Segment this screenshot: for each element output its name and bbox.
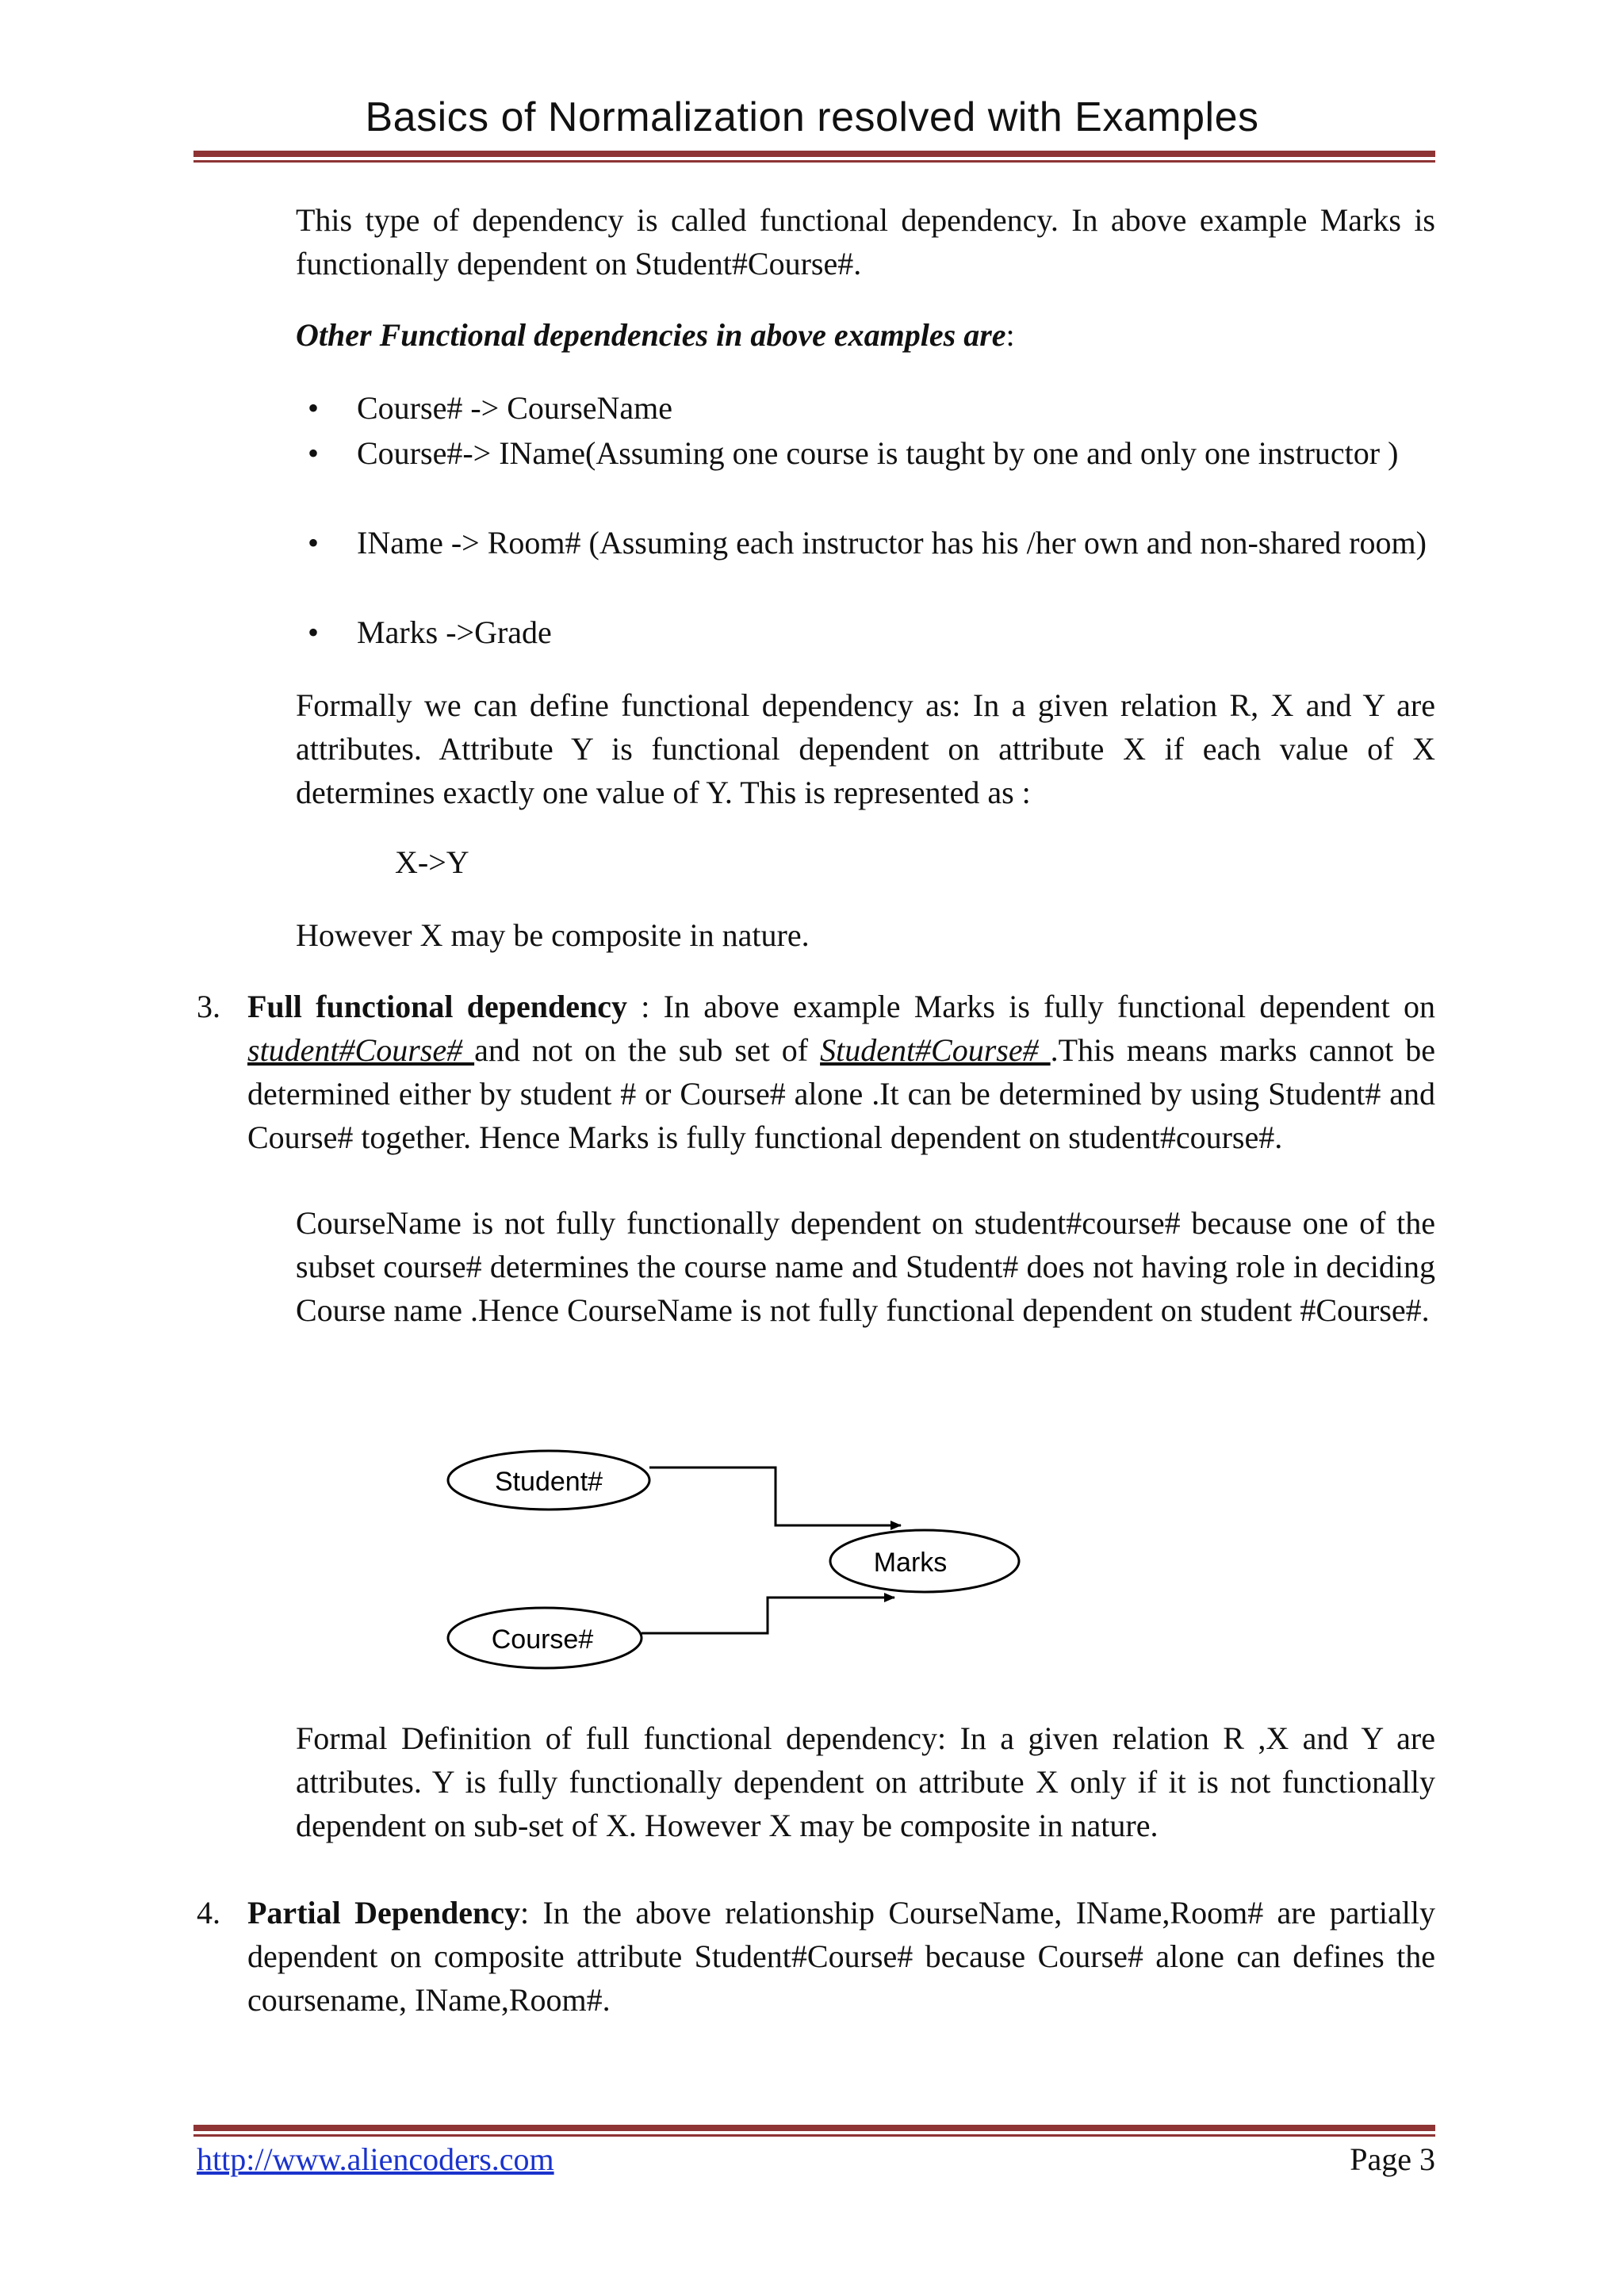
list-number-4: 4. — [197, 1895, 220, 1931]
arrow-student-to-marks — [649, 1468, 901, 1525]
arrow-course-to-marks — [642, 1598, 894, 1633]
node-label-marks: Marks — [873, 1548, 948, 1578]
paragraph-composite-note: However X may be composite in nature. — [296, 917, 810, 953]
footer-rule-thick — [193, 2125, 1435, 2131]
subheading-colon: : — [1005, 317, 1015, 353]
paragraph-formal-definition: Formally we can define functional dependency as: In a given relation R, X and Y are attributes. Attribute Y is functional dependent on attribute X if each value of X determines exactly one value of Y. This is represented as : — [296, 687, 1435, 810]
underlined-term-student-course-2: Student#Course# — [820, 1032, 1051, 1068]
list-number-3: 3. — [197, 989, 220, 1024]
paragraph-formal-full-dependency: Formal Definition of full functional dependency: In a given relation R ,X and Y are attributes. Y is fully functionally dependent on attribute X only if it is not functionally dependent on sub-set of X. However X may be composite in nature. — [296, 1720, 1435, 1843]
footer-website-link[interactable]: http://www.aliencoders.com — [197, 2141, 554, 2177]
subheading-text: Other Functional dependencies in above examples are — [296, 317, 1006, 353]
formula-x-y: X->Y — [395, 844, 469, 880]
paragraph-functional-dependency-intro: This type of dependency is called functional dependency. In above example Marks is functionally dependent on Student#Course#. — [296, 202, 1435, 281]
paragraph-coursename-explanation: CourseName is not fully functionally dependent on student#course# because one of the subset course# determines the course name and Student# does not having role in deciding Course name .Hence CourseName is not fully functional dependent on student #Course#. — [296, 1205, 1435, 1328]
bullet-marker: • — [308, 435, 320, 471]
text-fragment: : In above example Marks is fully functional dependent on — [627, 989, 1436, 1024]
bullet-marker: • — [308, 390, 320, 426]
node-label-student: Student# — [494, 1467, 603, 1497]
bullet-marker: • — [308, 525, 320, 561]
text-fragment: : In the above relationship CourseName, IName,Room# are partially dependent on composite attribute Student#Course# because Course# alone can defines the coursename, IName,Room#. — [247, 1895, 1436, 2018]
bullet-item: Course# -> CourseName — [357, 390, 673, 426]
text-fragment: and not on the sub set of — [474, 1032, 821, 1068]
paragraph-partial-dependency — [247, 1891, 1435, 2022]
bullet-item: Course#-> IName(Assuming one course is taught by one and only one instructor ) — [357, 435, 1399, 471]
term-partial-dependency: Partial Dependency — [247, 1895, 520, 1931]
bullet-item: IName -> Room# (Assuming each instructor has his /her own and non-shared room) — [357, 525, 1427, 561]
underlined-term-student-course: student#Course# — [247, 1032, 475, 1068]
footer-rule-thin — [193, 2134, 1435, 2137]
term-full-functional-dependency: Full functional dependency — [247, 989, 628, 1024]
page-number: Page 3 — [1350, 2141, 1435, 2177]
bullet-item: Marks ->Grade — [357, 614, 552, 650]
node-label-course: Course# — [491, 1624, 594, 1655]
page-header-title: Basics of Normalization resolved with Examples — [365, 94, 1259, 140]
text-fragment: .This means marks cannot be determined either by student # or Course# alone .It can be determined by using Student# and Course# together. Hence Marks is fully functional dependent on student#course#. — [247, 1032, 1436, 1155]
bullet-marker: • — [308, 614, 320, 650]
